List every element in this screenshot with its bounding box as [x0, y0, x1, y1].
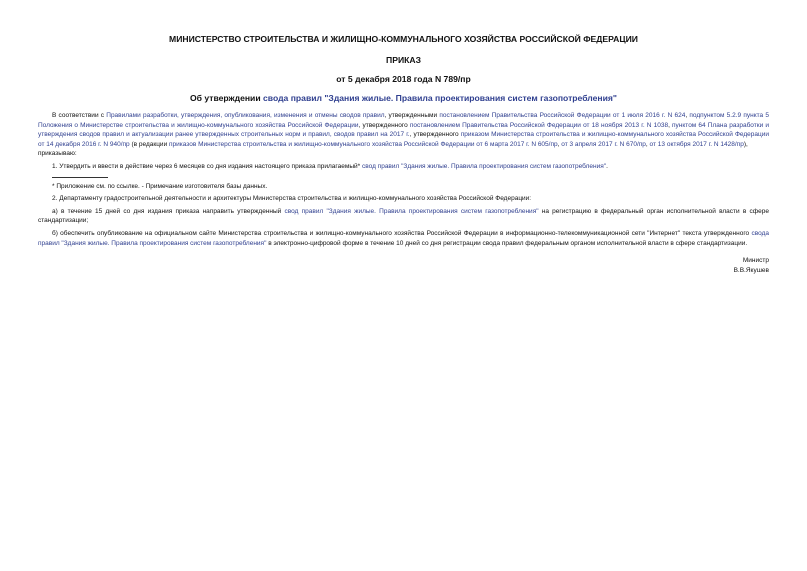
link-resolution-624[interactable]: постановлением Правительства Российской Федерации от 1 июля 2016 г. N 624	[439, 112, 686, 119]
link-order-605[interactable]: приказов Министерства строительства и жилищно-коммунального хозяйства Российской Федерации от 6 марта 2017 г. N 605/пр	[169, 140, 558, 148]
link-subclause-5-2-9[interactable]: подпунктом 5.2.9 пункта 5	[689, 112, 769, 119]
item-2: 2. Департаменту градостроительной деятельности и архитектуры Министерства строительства и жилищно-коммунального хозяйства Российской Федерации:	[52, 195, 532, 203]
link-ministry-regulation[interactable]: Положения о Министерстве строительства и жилищно-коммунального хозяйства Российской Федерации	[38, 121, 359, 129]
item-2a-text: на регистрацию в федеральный орган исполнительной власти в сфере стандартизации;	[38, 207, 769, 225]
preamble-paragraph	[38, 111, 769, 149]
signature-title: Министр	[742, 257, 769, 265]
date-number-heading: от 5 декабря 2018 года N 789/пр	[336, 74, 471, 84]
link-order-1428[interactable]: от 13 октября 2017 г. N 1428/пр	[649, 140, 744, 148]
subject-heading	[38, 93, 769, 104]
document	[38, 34, 769, 276]
footnote-divider	[52, 177, 108, 178]
link-order-940[interactable]: приказом Министерства строительства и жилищно-коммунального хозяйства Российской Федерации от 14 декабря 2016 г. N 940/пр	[38, 131, 769, 148]
preamble-text: ,	[557, 140, 562, 148]
signature-block	[38, 256, 769, 276]
ministry-heading: МИНИСТЕРСТВО СТРОИТЕЛЬСТВА И ЖИЛИЩНО-КОММУНАЛЬНОГО ХОЗЯЙСТВА РОССИЙСКОЙ ФЕДЕРАЦИИ	[169, 34, 638, 44]
link-plan-2017[interactable]: Плана разработки и утверждения сводов правил и актуализации ранее утвержденных строительных норм и правил, сводов правил на 2017 г.	[38, 121, 769, 139]
item-1-text: .	[606, 162, 608, 170]
item-2a-text: а) в течение 15 дней со дня издания приказа направить утвержденный	[52, 207, 285, 215]
doc-type-heading: ПРИКАЗ	[386, 55, 421, 65]
preamble-text: , утвержденного	[409, 131, 461, 139]
footnote: * Приложение см. по ссылке. - Примечание изготовителя базы данных.	[52, 182, 268, 190]
link-code-of-rules[interactable]: свод правил "Здания жилые. Правила проектирования систем газопотребления"	[361, 162, 607, 170]
item-2b	[38, 229, 769, 248]
subject-link[interactable]: свода правил "Здания жилые. Правила проектирования систем газопотребления"	[263, 93, 617, 103]
preamble-text: ,	[668, 121, 673, 129]
link-code-of-rules-2a[interactable]: свод правил "Здания жилые. Правила проектирования систем газопотребления"	[284, 207, 539, 215]
link-item-64[interactable]: пунктом 64	[672, 121, 706, 129]
item-2b-text: б) обеспечить опубликование на официальном сайте Министерства строительства и жилищно-коммунального хозяйства Российской Федерации в информационно-телекоммуникационной сети "Интернет" текста утвержденного	[52, 229, 752, 237]
preamble-text: , утвержденного	[358, 121, 410, 129]
preamble-text: В соответствии с	[52, 112, 107, 119]
item-2b-text: в электронно-цифровой форме в течение 10 дней со дня регистрации свода правил федеральным органом исполнительной власти в сфере стандартизации.	[266, 239, 748, 247]
link-resolution-1038[interactable]: постановлением Правительства Российской Федерации от 18 ноября 2013 г. N 1038	[409, 121, 669, 129]
link-order-670[interactable]: от 3 апреля 2017 г. N 670/пр	[561, 140, 646, 148]
signature-name: В.В.Якушев	[733, 267, 769, 275]
preamble-text: (в редакции	[129, 140, 169, 148]
link-rules[interactable]: Правилами разработки, утверждения, опубликования, изменения и отмены сводов правил	[106, 112, 385, 119]
preamble-text: ,	[645, 140, 650, 148]
item-2a	[38, 207, 769, 226]
preamble-text: ,	[685, 112, 690, 119]
link-code-of-rules-2b[interactable]: свода правил "Здания жилые. Правила проектирования систем газопотребления"	[38, 229, 769, 247]
preamble-text: ),	[743, 140, 748, 148]
item-1-text: 1. Утвердить и ввести в действие через 6 месяцев со дня издания настоящего приказа прилагаемый*	[52, 162, 362, 170]
ordering-word: приказываю:	[38, 150, 77, 158]
item-1	[38, 162, 769, 172]
subject-prefix: Об утверждении	[189, 93, 264, 103]
preamble-text: , утвержденными	[384, 112, 440, 119]
